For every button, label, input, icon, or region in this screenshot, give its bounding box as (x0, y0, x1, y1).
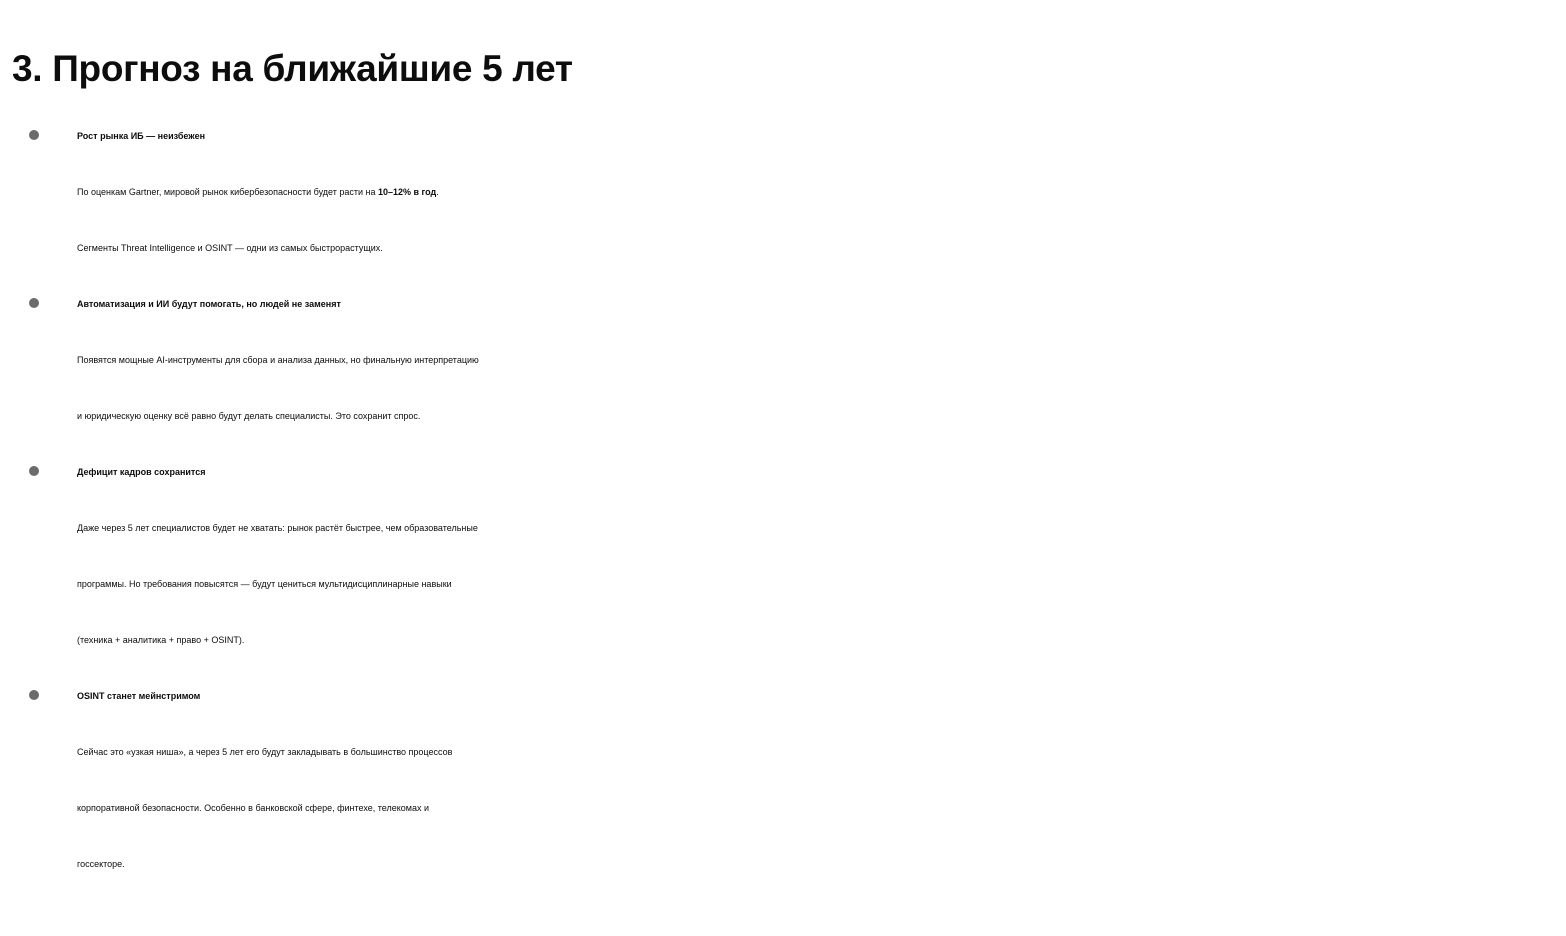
item-text-line: программы. Но требования повысятся — будут цениться мультидисциплинарные навыки (77, 579, 452, 589)
item-text-line (77, 164, 1566, 220)
bullet-dot-icon (29, 690, 39, 700)
item-text-line: (техника + аналитика + право + OSINT). (77, 635, 245, 645)
item-text-line: госсекторе. (77, 859, 125, 869)
section-heading: 3. Прогноз на ближайшие 5 лет (12, 48, 573, 89)
item-text-line: корпоративной безопасности. Особенно в банковской сфере, финтехе, телекомах и (77, 803, 429, 813)
item-text-line: Даже через 5 лет специалистов будет не хватать: рынок растёт быстрее, чем образовательные (77, 523, 478, 533)
forecast-list (0, 108, 1566, 892)
item-title: Рост рынка ИБ — неизбежен (77, 131, 206, 141)
list-item (0, 108, 1566, 276)
item-text-line: и юридическую оценку всё равно будут делать специалисты. Это сохранит спрос. (77, 411, 421, 421)
list-item (0, 444, 1566, 668)
item-text-line: Сейчас это «узкая ниша», а через 5 лет его будут закладывать в большинство процессов (77, 747, 453, 757)
item-text-segment: . (436, 187, 439, 197)
item-title: Автоматизация и ИИ будут помогать, но людей не заменят (77, 299, 341, 309)
item-title: Дефицит кадров сохранится (77, 467, 206, 477)
bullet-dot-icon (29, 130, 39, 140)
list-item (0, 276, 1566, 444)
item-text-line: Появятся мощные AI-инструменты для сбора и анализа данных, но финальную интерпретацию (77, 355, 479, 365)
list-item (0, 668, 1566, 892)
bullet-dot-icon (29, 298, 39, 308)
item-text-line: Сегменты Threat Intelligence и OSINT — одни из самых быстрорастущих. (77, 243, 383, 253)
bullet-dot-icon (29, 466, 39, 476)
item-text-highlight: 10–12% в год (377, 187, 437, 197)
item-title: OSINT станет мейнстримом (77, 691, 201, 701)
item-text-segment: По оценкам Gartner, мировой рынок кибербезопасности будет расти на (77, 187, 378, 197)
